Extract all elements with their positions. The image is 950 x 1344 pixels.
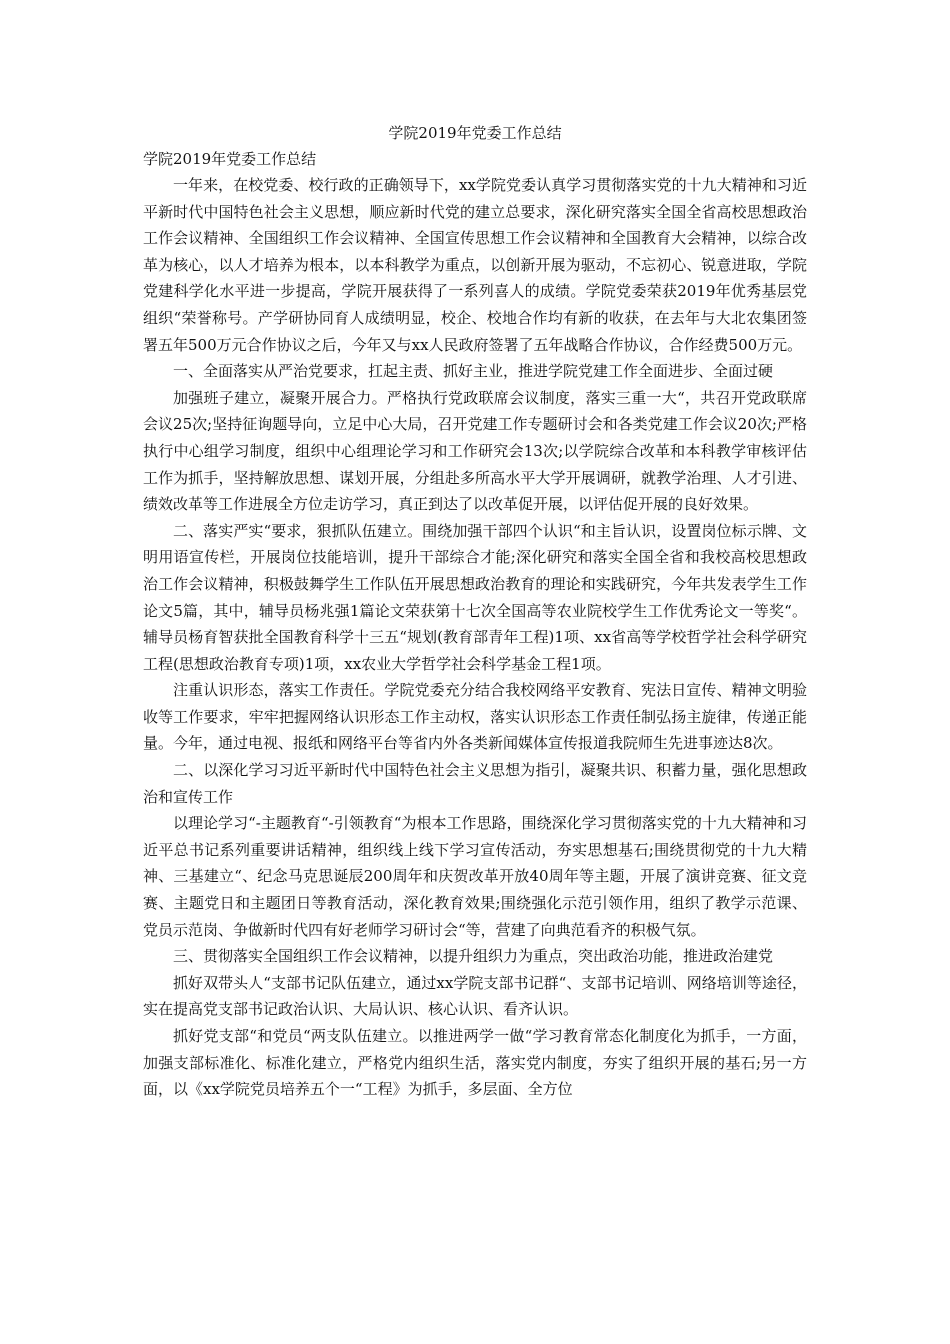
section-heading-2: 二、以深化学习习近平新时代中国特色社会主义思想为指引，凝聚共识、积蓄力量，强化思想政治和宣传工作 <box>143 761 807 806</box>
paragraph-intro: 一年来，在校党委、校行政的正确领导下，xx学院党委认真学习贯彻落实党的十九大精神和习近平新时代中国特色社会主义思想，顺应新时代党的建立总要求，深化研究落实全国全省高校思想政治工作会议精神、全国组织工作会议精神、全国宣传思想工作会议精神和全国教育大会精神，以综合改革为核心，以人才培养为根本，以本科教学为重点，以创新开展为驱动，不忘初心、锐意进取，学院党建科学化水平进一步提高，学院开展获得了一系列喜人的成绩。学院党委荣获2019年优秀基层党组织“荣誉称号。产学研协同育人成绩明显，校企、校地合作均有新的收获，在去年与大北农集团签署五年500万元合作协议之后，今年又与xx人民政府签署了五年战略合作协议，合作经费500万元。 <box>143 176 807 354</box>
paragraph-ideology: 注重认识形态，落实工作责任。学院党委充分结合我校网络平安教育、宪法日宣传、精神文明验收等工作要求，牢牢把握网络认识形态工作主动权，落实认识形态工作责任制弘扬主旋律，传递正能量。今年，通过电视、报纸和网络平台等省内外各类新闻媒体宣传报道我院师生先进事迹达8次。 <box>143 681 807 753</box>
document-title: 学院2019年党委工作总结 <box>388 124 562 142</box>
paragraph-theory-study: 以理论学习“-主题教育“-引领教育“为根本工作思路，围绕深化学习贯彻落实党的十九大精神和习近平总书记系列重要讲话精神，组织线上线下学习宣传活动，夯实思想基石;围绕贯彻党的十九大精神、三基建立“、纪念马克思诞辰200周年和庆贺改革开放40周年等主题，开展了演讲竞赛、征文竞赛、主题党日和主题团日等教育活动，深化教育效果;围绕强化示范引领作用，组织了教学示范课、党员示范岗、争做新时代四有好老师学习研讨会“等，营建了向典范看齐的积极气氛。 <box>143 814 807 939</box>
paragraph-branch-secretaries: 抓好双带头人“支部书记队伍建立，通过xx学院支部书记群“、支部书记培训、网络培训等途径，实在提高党支部书记政治认识、大局认识、核心认识、看齐认识。 <box>143 973 807 1019</box>
paragraph-team-building: 二、落实严实“要求，狠抓队伍建立。围绕加强干部四个认识“和主旨认识，设置岗位标示牌、文明用语宣传栏，开展岗位技能培训，提升干部综合才能;深化研究和落实全国全省和我校高校思想政治工作会议精神，积极鼓舞学生工作队伍开展思想政治教育的理论和实践研究，今年共发表学生工作论文5篇，其中，辅导员杨兆强1篇论文荣获第十七次全国高等农业院校学生工作优秀论文一等奖“。辅导员杨育智获批全国教育科学十三五“规划(教育部青年工程)1项、xx省高等学校哲学社会科学研究工程(思想政治教育专项)1项，xx农业大学哲学社会科学基金工程1项。 <box>143 521 807 673</box>
paragraph-party-members: 抓好党支部“和党员“两支队伍建立。以推进两学一做“学习教育常态化制度化为抓手，一方面，加强支部标准化、标准化建立，严格党内组织生活，落实党内制度，夯实了组织开展的基石;另一方面，以《xx学院党员培养五个一“工程》为抓手，多层面、全方位 <box>143 1027 807 1099</box>
document-page <box>143 120 807 1103</box>
section-heading-1: 一、全面落实从严治党要求，扛起主责、抓好主业，推进学院党建工作全面进步、全面过硬 <box>173 362 774 381</box>
document-subtitle: 学院2019年党委工作总结 <box>143 150 317 168</box>
paragraph-leadership: 加强班子建立，凝聚开展合力。严格执行党政联席会议制度，落实三重一大“，共召开党政联席会议25次;坚持征询题导向，立足中心大局，召开党建工作专题研讨会和各类党建工作会议20次;严格执行中心组学习制度，组织中心组理论学习和工作研究会13次;以学院综合改革和本科教学审核评估工作为抓手，坚持解放思想、谋划开展，分组赴多所高水平大学开展调研，就教学治理、人才引进、绩效改革等工作进展全方位走访学习，真正到达了以改革促开展，以评估促开展的良好效果。 <box>143 388 807 514</box>
section-heading-3: 三、贯彻落实全国组织工作会议精神，以提升组织力为重点，突出政治功能，推进政治建党 <box>173 947 774 966</box>
